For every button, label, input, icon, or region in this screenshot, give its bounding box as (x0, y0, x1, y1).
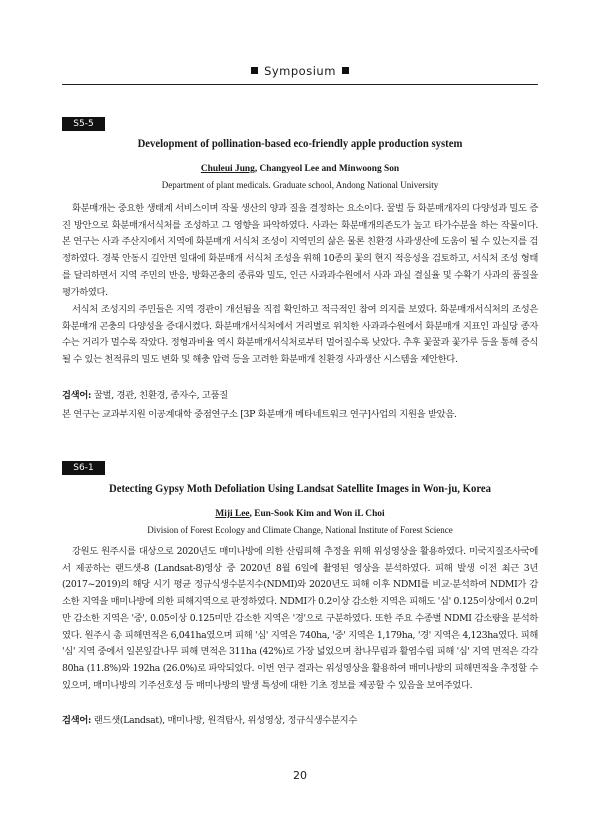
header-label: Symposium (264, 64, 336, 78)
keywords-line (62, 712, 538, 726)
abstract-title: Detecting Gypsy Moth Defoliation Using Landsat Satellite Images in Won-ju, Korea (109, 483, 491, 495)
acknowledgement: 본 연구는 교과부지원 이공계대학 중점연구소 [3P 화분매개 메타네트워크 연구]사업의 지원을 받았음. (62, 409, 457, 420)
abstract-paragraph: 강원도 원주시를 대상으로 2020년도 매미나방에 의한 산림피해 추정을 위해 위성영상을 활용하였다. 미국지질조사국에서 제공하는 랜드샛-8 (Landsat-8)영상 중 2020년 8월 6일에 촬영된 영상을 분석하였다. 피해 발생 이전 최근 3년(2017~2019)의 해당 시기 평균 정규식생수분지수(NDMI)와 2020년도 피해 이후 NDMI를 비교·분석하여 NDMI가 감소한 지역을 매미나방에 의한 피해지역으로 판정하였다. NDMI가 0.2이상 감소한 지역은 피해도 '심' 0.125이상에서 0.2미만 감소한 지역은 '중', 0.05이상 0.125미만 감소한 지역은 '경'으로 구분하였다. 또한 주요 수종별 NDMI 감소량을 분석하였다. 원주시 총 피해면적은 6,041ha였으며 피해 '심' 지역은 740ha, '중' 지역은 1,179ha, '경' 지역은 4,123ha였다. 피해 '심' 지역 중에서 일본잎갈나무 피해 면적은 311ha (42%)로 가장 넓었으며 참나무림과 활엽수림 피해 '심' 지역 면적은 각각 80ha (11.8%)와 192ha (26.0%)로 파악되었다. 이번 연구 결과는 위성영상을 활용하여 매미나방의 피해면적을 추정할 수 있으며, 매미나방의 기주선호성 등 매미나방의 발생 특성에 대한 기초 정보를 제공할 수 있음을 보여주었다. (62, 546, 538, 691)
abstract-paragraph: 서식처 조성지의 주민들은 지역 경관이 개선됨을 직접 확인하고 적극적인 참여 의지를 보였다. 화분매개서식처의 조성은 화분매개 곤충의 다양성을 증대시켰다. 화분매개서식처에서 거리별로 위치한 사과과수원에서 화분매개 지표인 과실당 종자수는 거리가 멀수록 작았다. 정형과비율 역시 화분매개서식처로부터 멀어질수록 낮았다. 추후 꽃꿀과 꽃가루 등을 통해 증식될 수 있는 천적류의 밀도 변화 및 해충 압력 등을 고려한 화분매개 친환경 사과생산 시스템을 제안한다. (62, 304, 538, 366)
affiliation: Department of plant medicals. Graduate school, Andong National University (161, 180, 439, 190)
page-number: 20 (293, 769, 307, 782)
keywords: 랜드샛(Landsat), 매미나방, 원격탐사, 위성영상, 정규식생수분지수 (91, 715, 358, 726)
header-rule (62, 84, 538, 85)
keywords: 꿀벌, 경관, 친환경, 종자수, 고품질 (91, 390, 228, 401)
session-tag: S5-5 (62, 117, 105, 131)
session-tag: S6-1 (62, 461, 105, 475)
keywords-label: 검색어: (62, 715, 92, 726)
author-line (62, 164, 538, 174)
coauthors: , Eun-Sook Kim and Won iL Choi (249, 509, 385, 519)
square-bullet-icon (251, 67, 258, 74)
running-header (0, 64, 600, 78)
keywords-line (62, 387, 538, 401)
presenting-author: Miji Lee (215, 509, 250, 519)
square-bullet-icon (342, 67, 349, 74)
keywords-label: 검색어: (62, 390, 92, 401)
presenting-author: Chuleui Jung (200, 164, 255, 174)
abstract-title: Development of pollination-based eco-friendly apple production system (137, 138, 463, 150)
affiliation: Division of Forest Ecology and Climate Change, National Institute of Forest Science (147, 525, 453, 535)
coauthors: , Changyeol Lee and Minwoong Son (254, 164, 400, 174)
author-line (62, 509, 538, 519)
abstract-paragraph: 화분매개는 중요한 생태계 서비스이며 작물 생산의 양과 질을 결정하는 요소이다. 꿀벌 등 화분매개자의 다양성과 밀도 증진 방안으로 화분매개서식처를 조성하고 그 영향을 파악하였다. 사과는 화분매개의존도가 높고 타가수분을 하는 작물이다. 본 연구는 사과 주산지에서 지역에 화분매개 서식처 조성이 지역민의 삶은 물론 친환경 사과생산에 도움이 될 수 있는지를 검정하였다. 경북 안동시 길안면 일대에 화분매개 서식처 조성을 위해 10종의 꽃의 현지 적응성을 검토하고, 서식처 조성 형태를 달리하면서 지역 주민의 반응, 방화곤충의 종류와 밀도, 인근 사과과수원에서 사과 과실 결실율 및 수확기 사과의 품질을 평가하였다. (62, 203, 538, 298)
